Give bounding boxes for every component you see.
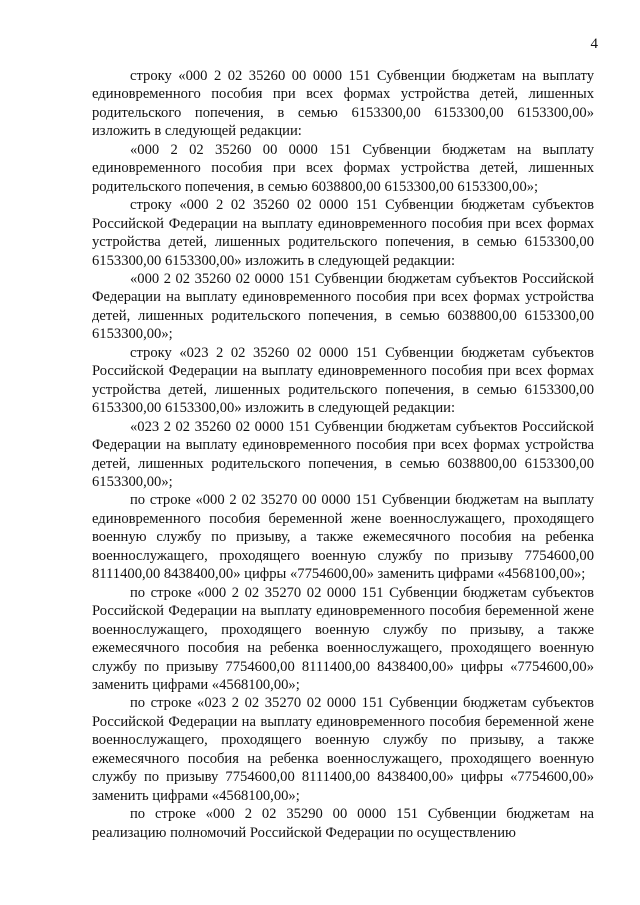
paragraph-4: «000 2 02 35260 02 0000 151 Субвенции бюджетам субъектов Российской Федерации на выплату единовременного пособия при всех формах устройства детей, лишенных родительского попечения, в семью 6038800,00 6153300,00 6153300,00»; xyxy=(92,270,594,343)
page-number: 4 xyxy=(590,36,598,52)
paragraph-6: «023 2 02 35260 02 0000 151 Субвенции бюджетам субъектов Российской Федерации на выплату единовременного пособия при всех формах устройства детей, лишенных родительского попечения, в семью 6038800,00 6153300,00 6153300,00»; xyxy=(92,418,594,490)
paragraph-10: по строке «000 2 02 35290 00 0000 151 Субвенции бюджетам на реализацию полномочий Российской Федерации по осуществлению xyxy=(92,806,594,841)
paragraph-8: по строке «000 2 02 35270 02 0000 151 Субвенции бюджетам субъектов Российской Федерации на выплату единовременного пособия беременной жене военнослужащего, проходящего военную службу по призыву, а также ежемесячного пособия на ребенка военнослужащего, проходящего военную службу по призыву 7754600,00 8111400,00 8438400,00» цифры «7754600,00» заменить цифрами «4568100,00»; xyxy=(92,584,594,693)
paragraph-1: строку «000 2 02 35260 00 0000 151 Субвенции бюджетам на выплату единовременного пособия при всех формах устройства детей, лишенных родительского попечения, в семью 6153300,00 6153300,00 6153300,00» изложить в следующей редакции: xyxy=(92,68,594,140)
paragraph-5: строку «023 2 02 35260 02 0000 151 Субвенции бюджетам субъектов Российской Федерации на выплату единовременного пособия при всех формах устройства детей, лишенных родительского попечения, в семью 6153300,00 6153300,00 6153300,00» изложить в следующей редакции: xyxy=(92,344,594,417)
paragraph-7: по строке «000 2 02 35270 00 0000 151 Субвенции бюджетам на выплату единовременного пособия беременной жене военнослужащего, проходящего военную службу по призыву, а также ежемесячного пособия на ребенка военнослужащего, проходящего военную службу по призыву 7754600,00 8111400,00 8438400,00» цифры «7754600,00» заменить цифрами «4568100,00»; xyxy=(92,492,594,583)
paragraph-9: по строке «023 2 02 35270 02 0000 151 Субвенции бюджетам субъектов Российской Федерации на выплату единовременного пособия беременной жене военнослужащего, проходящего военную службу по призыву, а также ежемесячного пособия на ребенка военнослужащего, проходящего военную службу по призыву 7754600,00 8111400,00 8438400,00» цифры «7754600,00» заменить цифрами «4568100,00»; xyxy=(92,695,594,804)
paragraph-2: «000 2 02 35260 00 0000 151 Субвенции бюджетам на выплату единовременного пособия при всех формах устройства детей, лишенных родительского попечения, в семью 6038800,00 6153300,00 6153300,00»; xyxy=(92,141,594,195)
paragraph-3: строку «000 2 02 35260 02 0000 151 Субвенции бюджетам субъектов Российской Федерации на выплату единовременного пособия при всех формах устройства детей, лишенных родительского попечения, в семью 6153300,00 6153300,00 6153300,00» изложить в следующей редакции: xyxy=(92,197,594,269)
document-body xyxy=(92,67,594,842)
